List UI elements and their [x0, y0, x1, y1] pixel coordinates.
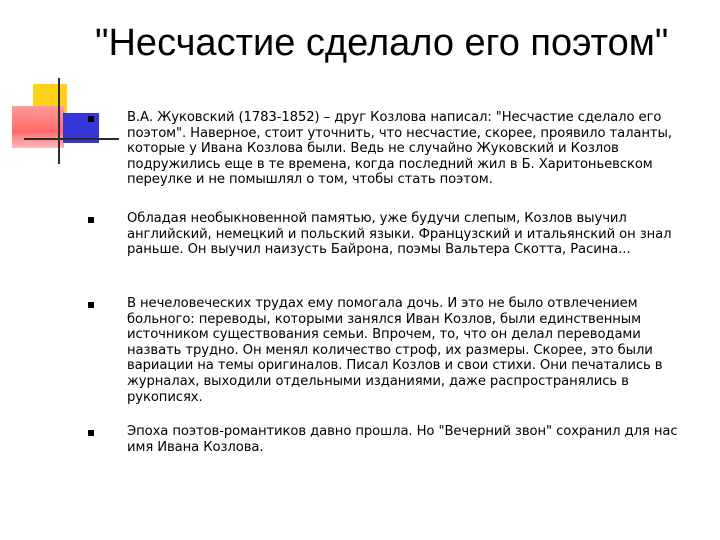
logo-horizontal-line [24, 138, 119, 140]
bullet-text: В.А. Жуковский (1783-1852) – друг Козлова написал: "Несчастие сделало его поэтом". Наверное, стоит уточнить, что несчастие, скорее, проявило таланты, которые у Ивана Козлова были. Ведь не случайно Жуковский и Козлов подружились еще в те времена, когда последний жил в Б. Харитоньевском переулке и не помышлял о том, чтобы стать поэтом. [127, 110, 672, 188]
logo-vertical-line [58, 78, 60, 164]
decorative-logo [0, 70, 120, 170]
bullet-marker-icon [88, 430, 94, 436]
bullet-marker-icon [88, 116, 94, 122]
bullet-text: Эпоха поэтов-романтиков давно прошла. Но "Вечерний звон" сохранил для нас имя Ивана Козлова. [127, 424, 678, 455]
slide-title: "Несчастие сделало его поэтом" [95, 22, 669, 64]
bullet-marker-icon [88, 217, 94, 223]
logo-red-square [12, 106, 64, 148]
bullet-text: Обладая необыкновенной памятью, уже будучи слепым, Козлов выучил английский, немецкий и польский языки. Французский и итальянский он знал раньше. Он выучил наизусть Байрона, поэмы Вальтера Скотта, Расина... [127, 211, 672, 258]
bullet-marker-icon [88, 302, 94, 308]
bullet-text: В нечеловеческих трудах ему помогала дочь. И это не было отвлечением больного: переводы, которыми занялся Иван Козлов, были единственным источником существования семьи. Впрочем, то, что он делал переводами назвать трудно. Он менял количество строф, их размеры. Скорее, это были вариации на темы оригиналов. Писал Козлов и свои стихи. Они печатались в журналах, выходили отдельными изданиями, даже распространялись в рукописях. [127, 296, 663, 405]
